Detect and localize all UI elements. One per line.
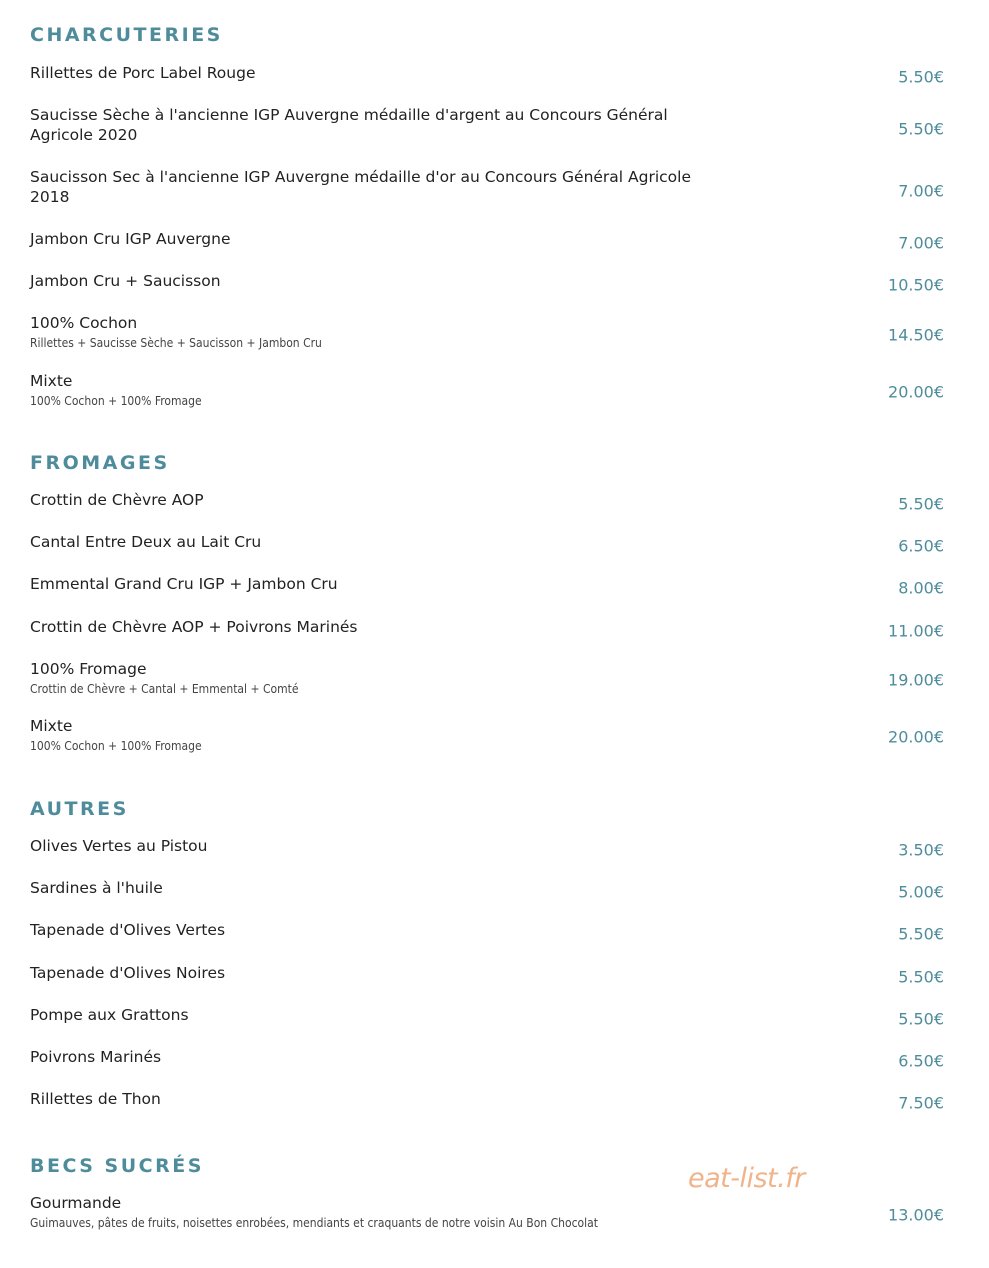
menu-item — [30, 167, 944, 211]
item-name: Jambon Cru + Saucisson — [30, 272, 221, 290]
menu-item — [30, 1005, 944, 1031]
item-name: Crottin de Chèvre AOP + Poivrons Marinés — [30, 618, 358, 636]
item-price: 5.50€ — [898, 1009, 944, 1029]
section-title: CHARCUTERIES — [30, 24, 223, 46]
menu-item — [30, 371, 944, 413]
item-name: Emmental Grand Cru IGP + Jambon Cru — [30, 575, 338, 593]
item-price: 7.00€ — [898, 233, 944, 253]
item-price: 11.00€ — [888, 621, 944, 641]
menu-item — [30, 271, 944, 297]
item-name: Saucisse Sèche à l'ancienne IGP Auvergne médaille d'argent au Concours Général Agricole 2020 — [30, 106, 668, 144]
item-description: Rillettes + Saucisse Sèche + Saucisson + Jambon Cru — [30, 336, 322, 350]
item-price: 8.00€ — [898, 578, 944, 598]
section-autres — [30, 798, 944, 820]
section-title: BECS SUCRÉS — [30, 1155, 204, 1177]
watermark: eat-list.fr — [688, 1163, 805, 1194]
item-price: 5.50€ — [898, 967, 944, 987]
item-price: 5.50€ — [898, 67, 944, 87]
item-description: Crottin de Chèvre + Cantal + Emmental + Comté — [30, 682, 299, 696]
item-name: Rillettes de Porc Label Rouge — [30, 64, 256, 82]
item-price: 14.50€ — [888, 325, 944, 345]
item-description: 100% Cochon + 100% Fromage — [30, 394, 202, 408]
menu-item — [30, 1193, 944, 1235]
menu-item — [30, 490, 944, 516]
item-price: 10.50€ — [888, 275, 944, 295]
item-price: 5.50€ — [898, 494, 944, 514]
item-name: Sardines à l'huile — [30, 879, 163, 897]
section-charcuteries — [30, 24, 944, 46]
item-name: Tapenade d'Olives Vertes — [30, 921, 226, 939]
item-name: Olives Vertes au Pistou — [30, 837, 208, 855]
item-price: 7.00€ — [898, 181, 944, 201]
item-name: Crottin de Chèvre AOP — [30, 491, 204, 509]
item-price: 20.00€ — [888, 727, 944, 747]
item-price: 5.50€ — [898, 119, 944, 139]
item-price: 6.50€ — [898, 1051, 944, 1071]
item-price: 13.00€ — [888, 1205, 944, 1225]
item-price: 3.50€ — [898, 840, 944, 860]
item-name: Mixte — [30, 372, 73, 390]
menu-item — [30, 532, 944, 558]
item-name: Mixte — [30, 717, 73, 735]
menu-item — [30, 63, 944, 89]
menu-item — [30, 229, 944, 255]
menu-item — [30, 920, 944, 946]
item-name: Saucisson Sec à l'ancienne IGP Auvergne médaille d'or au Concours Général Agricole 2018 — [30, 168, 692, 206]
item-name: Poivrons Marinés — [30, 1048, 162, 1066]
menu-item — [30, 617, 944, 643]
item-price: 5.00€ — [898, 882, 944, 902]
section-title: AUTRES — [30, 798, 129, 820]
menu-item — [30, 878, 944, 904]
item-description: Guimauves, pâtes de fruits, noisettes enrobées, mendiants et craquants de notre voisin Au Bon Chocolat — [30, 1216, 598, 1230]
item-price: 6.50€ — [898, 536, 944, 556]
item-name: Tapenade d'Olives Noires — [30, 964, 226, 982]
item-name: Rillettes de Thon — [30, 1090, 161, 1108]
menu-item — [30, 716, 944, 758]
menu-item — [30, 313, 944, 355]
item-price: 7.50€ — [898, 1093, 944, 1113]
item-name: 100% Cochon — [30, 314, 138, 332]
item-price: 20.00€ — [888, 382, 944, 402]
item-name: Jambon Cru IGP Auvergne — [30, 230, 231, 248]
section-title: FROMAGES — [30, 452, 170, 474]
item-name: Gourmande — [30, 1194, 122, 1212]
item-description: 100% Cochon + 100% Fromage — [30, 739, 202, 753]
item-price: 19.00€ — [888, 670, 944, 690]
item-name: Pompe aux Grattons — [30, 1006, 189, 1024]
item-name: Cantal Entre Deux au Lait Cru — [30, 533, 262, 551]
menu-item — [30, 105, 944, 149]
section-fromages — [30, 452, 944, 474]
item-price: 5.50€ — [898, 924, 944, 944]
menu-item — [30, 1089, 944, 1115]
menu-item — [30, 836, 944, 862]
menu-item — [30, 574, 944, 600]
menu-item — [30, 1047, 944, 1073]
menu-item — [30, 963, 944, 989]
item-name: 100% Fromage — [30, 660, 147, 678]
menu-item — [30, 659, 944, 701]
section-becs-sucres — [30, 1155, 944, 1177]
